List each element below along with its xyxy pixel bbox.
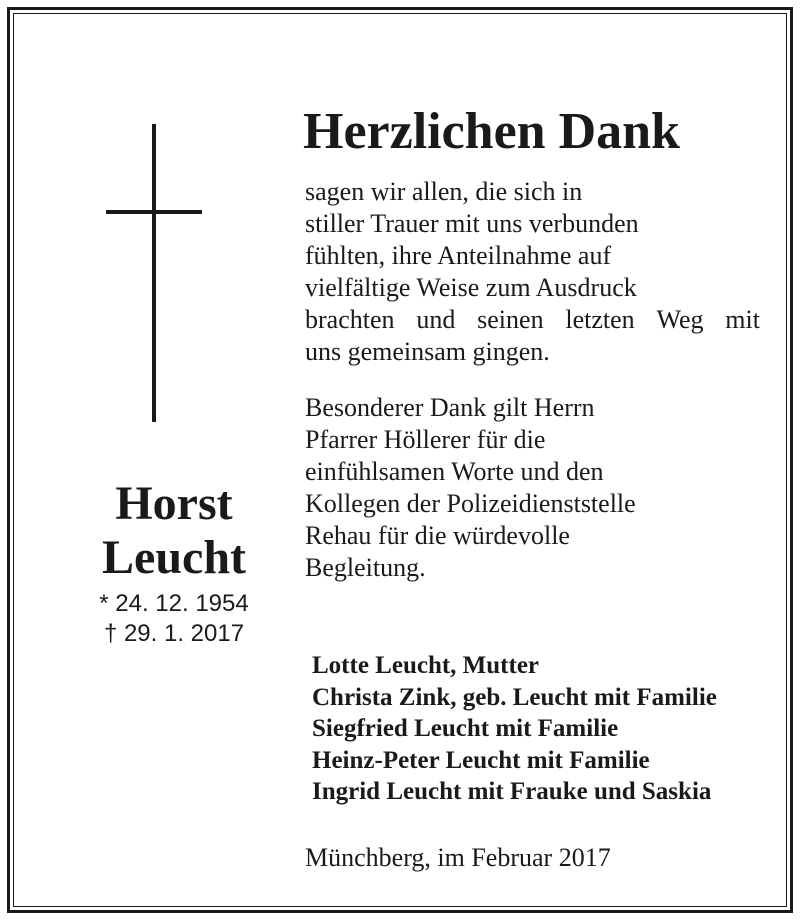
family-member: Lotte Leucht, Mutter [312, 652, 540, 679]
paragraph-line: stiller Trauer mit uns verbunden [305, 209, 639, 238]
headline: Herzlichen Dank [303, 103, 680, 160]
family-signatures [312, 650, 717, 808]
birth-date: * 24. 12. 1954 [99, 590, 249, 617]
paragraph-line: Kollegen der Polizeidienststelle [305, 489, 636, 518]
paragraph-line: Begleitung. [305, 553, 426, 582]
special-thanks-paragraph [305, 392, 760, 584]
paragraph-line: vielfältige Weise zum Ausdruck [305, 273, 637, 302]
word: Weg [656, 305, 704, 334]
cross-horizontal-bar [106, 210, 202, 214]
paragraph-line: einfühlsamen Worte und den [305, 457, 604, 486]
death-date: † 29. 1. 2017 [103, 620, 245, 647]
thanks-paragraph [305, 176, 760, 368]
paragraph-line-justified [305, 304, 760, 336]
paragraph-line: Pfarrer Höllerer für die [305, 425, 546, 454]
deceased-first-name: Horst [115, 477, 233, 530]
word: mit [725, 305, 760, 334]
paragraph-line: Rehau für die würdevolle [305, 521, 570, 550]
paragraph-line: sagen wir allen, die sich in [305, 177, 583, 206]
family-member: Heinz-Peter Leucht mit Familie [312, 746, 650, 774]
family-member: Ingrid Leucht mit Frauke und Saskia [312, 778, 712, 805]
paragraph-line: Besonderer Dank gilt Herrn [305, 393, 595, 422]
cross-vertical-bar [152, 124, 156, 422]
family-member: Siegfried Leucht mit Familie [312, 715, 619, 742]
family-member: Christa Zink, geb. Leucht mit Familie [312, 683, 717, 711]
paragraph-line: uns gemeinsam gingen. [305, 337, 550, 366]
word: letzten [565, 305, 635, 334]
paragraph-line: fühlten, ihre Anteilnahme auf [305, 241, 612, 270]
word: und [416, 305, 456, 334]
word: seinen [477, 305, 544, 334]
place-and-date: Münchberg, im Februar 2017 [305, 843, 611, 872]
deceased-last-name: Leucht [102, 531, 246, 584]
word: brachten [305, 305, 395, 334]
